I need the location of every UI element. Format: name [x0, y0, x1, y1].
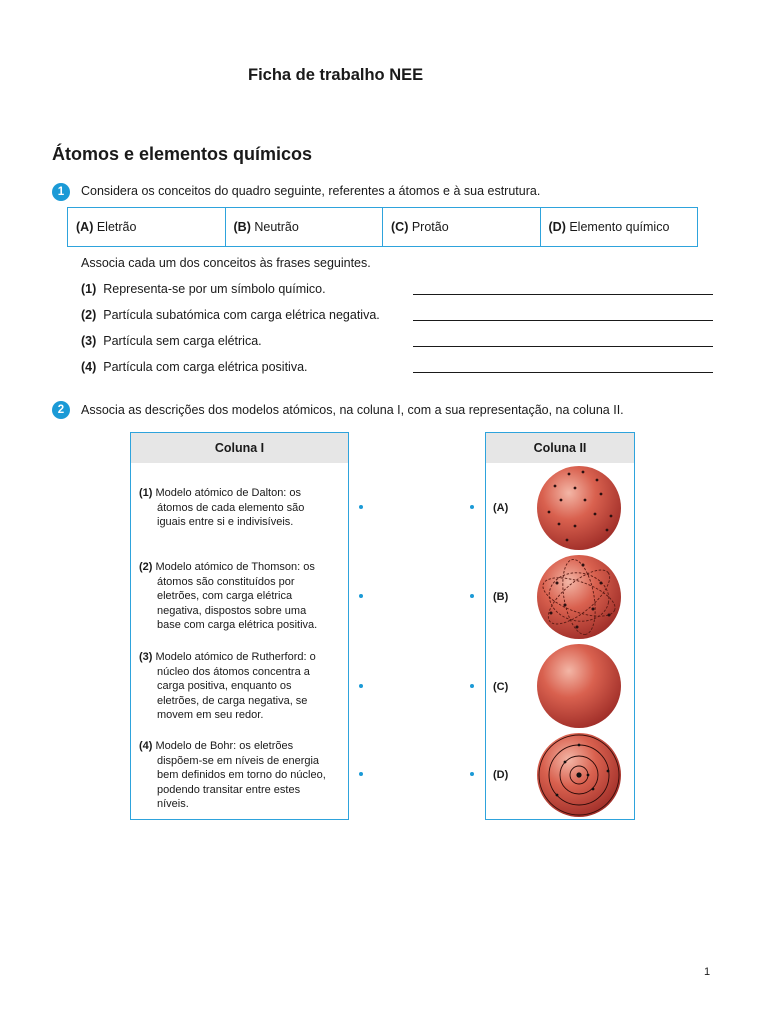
concept-label: Protão [411, 220, 449, 234]
concept-cell-b [226, 208, 384, 246]
model-text: podendo transitar entre estes [157, 783, 301, 796]
statement-text: Partícula com carga elétrica positiva. [103, 360, 308, 374]
concept-label: Eletrão [96, 220, 137, 234]
statement-text: Partícula subatómica com carga elétrica negativa. [103, 308, 380, 322]
model-number: (4) [139, 740, 153, 752]
representation-key-b: (B) [493, 591, 509, 603]
model-text: Modelo atómico de Rutherford: o [155, 651, 316, 663]
model-text: movem em seu redor. [157, 709, 264, 722]
statement-number: (2) [81, 308, 97, 322]
statement-text: Partícula sem carga elétrica. [103, 334, 262, 348]
dalton-model-picture [535, 464, 623, 552]
question-2-number: 2 [52, 401, 70, 419]
bohr-model-picture [535, 731, 623, 819]
match-dot-right-a[interactable] [470, 505, 474, 509]
model-text: Modelo de Bohr: os eletrões [155, 740, 294, 752]
model-text: eletrões, com carga elétrica [157, 590, 293, 603]
concept-key: (C) [391, 220, 409, 234]
model-text: bem definidos em torno do núcleo, [157, 769, 326, 782]
model-text: átomos são constituídos por [157, 575, 295, 588]
representation-key-d: (D) [493, 769, 509, 781]
column-1-header: Coluna I [131, 433, 348, 463]
statement-text: Representa-se por um símbolo químico. [103, 282, 326, 296]
statement-number: (3) [81, 334, 97, 348]
match-dot-left-2[interactable] [359, 594, 363, 598]
model-number: (3) [139, 651, 153, 663]
question-1-number: 1 [52, 183, 70, 201]
representation-key-a: (A) [493, 502, 509, 514]
thomson-model-picture [535, 553, 623, 641]
match-dot-left-4[interactable] [359, 772, 363, 776]
concept-key: (B) [233, 220, 251, 234]
model-text: níveis. [157, 798, 189, 811]
plain-sphere-picture [535, 642, 623, 730]
section-title: Átomos e elementos químicos [52, 144, 313, 164]
concept-label: Elemento químico [569, 220, 670, 234]
statement-number: (4) [81, 360, 97, 374]
concept-cell-c [383, 208, 541, 246]
representation-key-c: (C) [493, 681, 509, 693]
model-text: base com carga elétrica positiva. [157, 619, 318, 632]
model-text: negativa, dispostos sobre uma [157, 604, 307, 617]
answer-line-2[interactable] [413, 320, 713, 321]
model-text: eletrões, de carga negativa, se [157, 694, 308, 707]
page-title: Ficha de trabalho NEE [248, 66, 424, 84]
model-text: átomos de cada elemento são [157, 501, 305, 514]
model-text: carga positiva, enquanto os [157, 680, 292, 693]
question-1-prompt: Considera os conceitos do quadro seguinte, referentes a átomos e à sua estrutura. [81, 184, 541, 198]
concept-key: (A) [76, 220, 94, 234]
match-dot-right-c[interactable] [470, 684, 474, 688]
model-description-1 [139, 486, 344, 530]
concept-key: (D) [548, 220, 566, 234]
model-text: iguais entre si e indivisíveis. [157, 516, 294, 529]
model-description-2 [139, 560, 344, 633]
statement-4 [81, 360, 308, 374]
match-dot-left-3[interactable] [359, 684, 363, 688]
answer-line-3[interactable] [413, 346, 713, 347]
model-text: dispõem-se em níveis de energia [157, 754, 320, 767]
page-number: 1 [704, 966, 711, 978]
model-number: (1) [139, 487, 153, 499]
association-instruction: Associa cada um dos conceitos às frases seguintes. [81, 256, 371, 270]
model-text: núcleo dos átomos concentra a [157, 665, 310, 678]
match-dot-right-d[interactable] [470, 772, 474, 776]
concept-table [67, 207, 698, 247]
concept-cell-d [541, 208, 698, 246]
model-text: Modelo atómico de Dalton: os [155, 487, 302, 499]
question-2-prompt: Associa as descrições dos modelos atómicos, na coluna I, com a sua representação, na coluna II. [81, 403, 624, 417]
model-number: (2) [139, 561, 153, 573]
concept-label: Neutrão [254, 220, 299, 234]
model-description-4 [139, 739, 344, 812]
statement-number: (1) [81, 282, 97, 296]
match-dot-left-1[interactable] [359, 505, 363, 509]
answer-line-1[interactable] [413, 294, 713, 295]
match-dot-right-b[interactable] [470, 594, 474, 598]
concept-cell-a [68, 208, 226, 246]
model-text: Modelo atómico de Thomson: os [155, 561, 315, 573]
model-description-3 [139, 650, 344, 723]
answer-line-4[interactable] [413, 372, 713, 373]
statement-2 [81, 308, 380, 322]
column-2-header: Coluna II [486, 433, 634, 463]
statement-1 [81, 282, 326, 296]
statement-3 [81, 334, 262, 348]
